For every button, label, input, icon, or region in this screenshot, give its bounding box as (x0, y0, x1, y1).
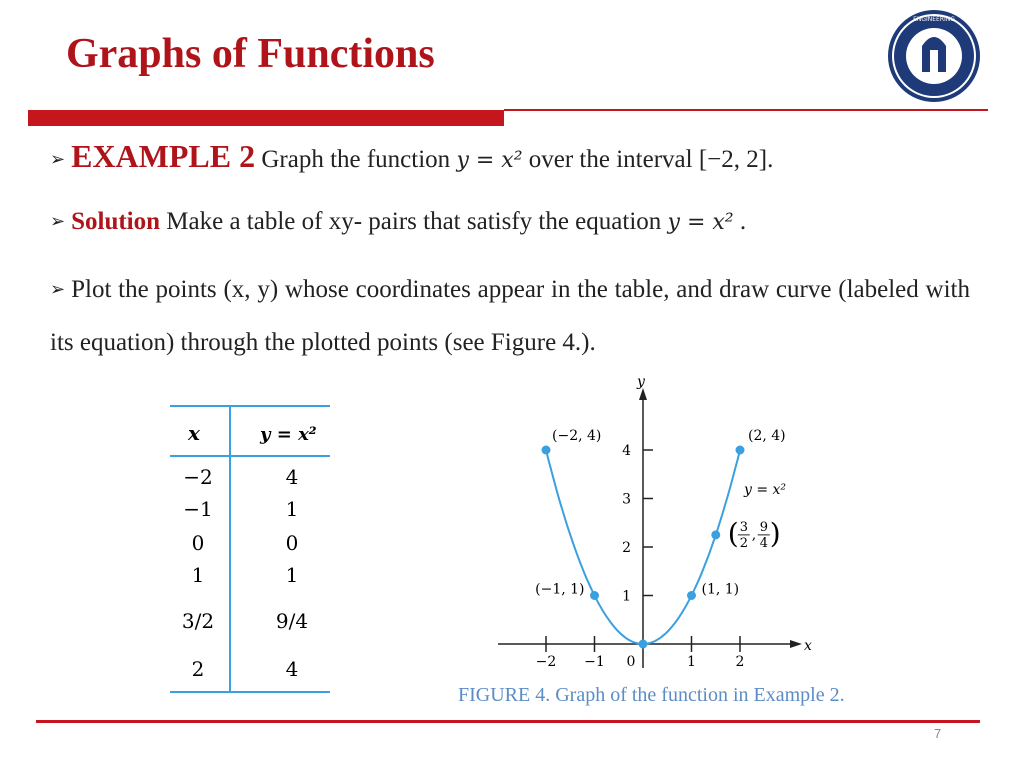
point-label-num: 9 (759, 519, 769, 535)
data-point (542, 446, 551, 455)
arrow-bullet-icon: ➢ (50, 211, 66, 231)
y-tick-label: 1 (622, 588, 631, 605)
example-line (50, 138, 773, 175)
point-label: (1, 1) (701, 581, 740, 598)
table-cell-y: 1 (285, 563, 299, 587)
x-tick-label: −2 (535, 654, 557, 670)
point-label-num: 3 (739, 519, 749, 535)
table-header-x: x (188, 421, 200, 445)
xy-table (170, 400, 330, 696)
point-label-den: 4 (759, 535, 769, 551)
header-rule-thick (28, 110, 504, 126)
table-cell-x: 1 (191, 563, 205, 587)
college-logo (886, 8, 982, 104)
x-tick-label: 2 (735, 654, 745, 670)
table-cell-x: 2 (191, 657, 205, 681)
x-tick-label: 1 (687, 654, 696, 670)
y-axis-label: y (637, 374, 645, 390)
x-axis-label: x (804, 638, 812, 654)
solution-label: Solution (71, 208, 161, 235)
arrow-bullet-icon: ➢ (50, 279, 66, 299)
svg-text:ENGINEERING: ENGINEERING (913, 16, 955, 23)
instruction-text: Plot the points (x, y) whose coordinates appear in the table, and draw curve (labeled with its equation) through the plotted points (see Figure 4.). (50, 276, 970, 356)
figure-caption: FIGURE 4. Graph of the function in Example 2. (458, 684, 845, 706)
point-label-den: 2 (739, 535, 749, 551)
instruction-paragraph (50, 264, 970, 369)
table-cell-y: 9/4 (275, 609, 309, 633)
example-text-after: over the interval [−2, 2]. (522, 146, 774, 173)
table-cell-y: 1 (285, 497, 299, 521)
table-cell-x: −1 (183, 497, 213, 521)
page-number: 7 (934, 726, 942, 741)
data-point (711, 530, 720, 539)
point-label: (2, 4) (748, 428, 786, 444)
data-point (736, 446, 745, 455)
x-axis-arrow-icon (790, 640, 802, 648)
example-label: EXAMPLE 2 (71, 138, 256, 174)
solution-text-before: Make a table of xy- pairs that satisfy the equation (160, 208, 668, 235)
table-cell-y: 4 (285, 465, 299, 489)
example-text-before: Graph the function (261, 146, 457, 173)
point-label-paren-left: ( (727, 516, 739, 550)
x-tick-label: 0 (626, 654, 636, 670)
y-tick-label: 3 (622, 491, 631, 508)
y-tick-label: 2 (622, 540, 631, 556)
page-title: Graphs of Functions (66, 31, 435, 77)
table-cell-x: 3/2 (181, 609, 215, 633)
y-tick-label: 4 (622, 443, 631, 459)
solution-equation: y = x² (667, 210, 734, 235)
data-point (639, 640, 648, 649)
example-equation: y = x² (456, 148, 523, 173)
table-cell-y: 0 (285, 531, 299, 555)
header-rule-thin (504, 109, 988, 111)
parabola-plot (490, 372, 820, 682)
solution-line (50, 208, 746, 236)
table-header-y: y = x² (260, 424, 317, 445)
solution-text-after: . (733, 208, 747, 235)
point-label: (−2, 4) (552, 428, 602, 444)
point-label-paren-right: ) (769, 516, 781, 550)
data-point (687, 591, 696, 600)
table-cell-y: 4 (285, 657, 299, 681)
table-cell-x: 0 (191, 531, 205, 555)
data-point (590, 591, 599, 600)
curve-equation-label: y = x² (744, 482, 787, 498)
point-label: (−1, 1) (535, 581, 585, 598)
arrow-bullet-icon: ➢ (50, 149, 66, 169)
footer-rule (36, 720, 980, 723)
x-tick-label: −1 (584, 654, 605, 670)
point-label-comma: , (751, 526, 757, 543)
table-cell-x: −2 (183, 465, 213, 489)
